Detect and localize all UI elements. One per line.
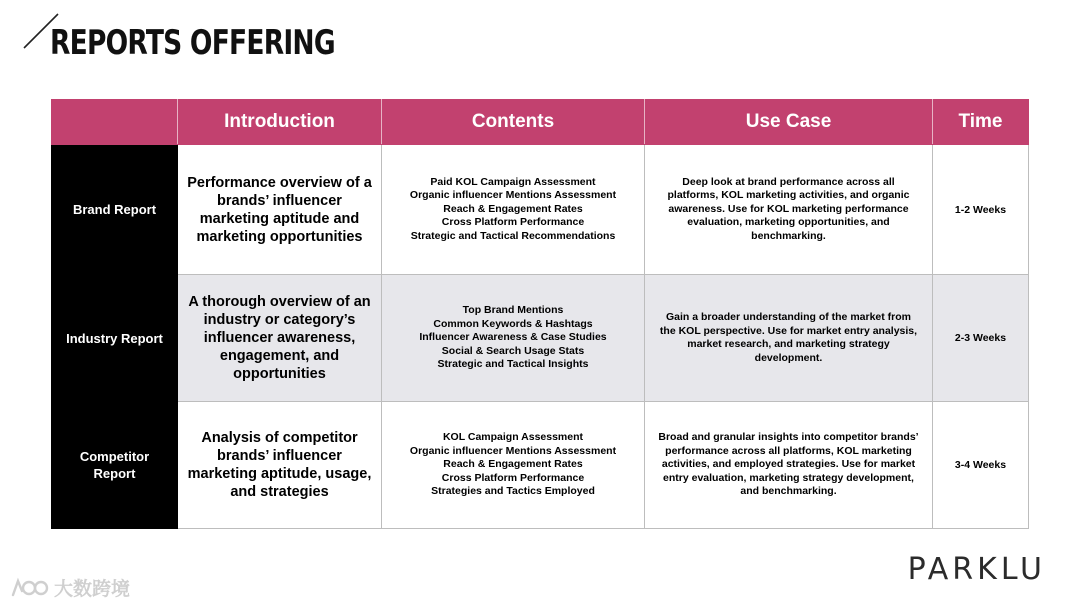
use-case-cell — [645, 402, 933, 529]
use-case-cell-line: market research, and marketing strategy — [687, 338, 890, 350]
use-case-cell-line: Deep look at brand performance across all — [682, 175, 895, 188]
contents-cell — [382, 145, 645, 275]
introduction-cell — [178, 402, 382, 529]
use-case-cell-line: evaluation, marketing opportunities, and — [687, 216, 890, 229]
table-row — [52, 275, 1029, 402]
time-cell: 2-3 Weeks — [933, 275, 1029, 402]
brand-logo: PARKLU — [907, 552, 1046, 587]
use-case-cell — [645, 145, 933, 275]
time-cell: 1-2 Weeks — [933, 145, 1029, 275]
use-case-cell-line: and benchmarking. — [740, 485, 837, 498]
watermark-logo-icon — [10, 577, 50, 599]
table-header-row — [52, 100, 1029, 145]
introduction-cell — [178, 145, 382, 275]
introduction-cell-line: marketing aptitude, usage, — [187, 466, 372, 482]
introduction-cell-line: opportunities — [233, 366, 326, 382]
use-case-cell-line: performance across all platforms, KOL marketing — [665, 444, 912, 457]
row-label-line: Brand Report — [72, 202, 157, 217]
watermark — [10, 574, 130, 601]
use-case-cell-line: benchmarking. — [751, 229, 826, 242]
row-label-line: Competitor — [79, 449, 150, 464]
contents-cell-line: Organic influencer Mentions Assessment — [409, 444, 617, 457]
introduction-cell-line: brands’ influencer — [217, 448, 342, 464]
use-case-cell-line: development. — [754, 351, 823, 364]
introduction-cell-line: marketing opportunities — [196, 228, 363, 245]
contents-cell-line: Influencer Awareness & Case Studies — [419, 331, 607, 344]
row-label-line: Report — [93, 466, 136, 481]
row-label — [52, 402, 178, 529]
use-case-cell-line: platforms, KOL marketing activities, and organic — [667, 189, 910, 202]
row-label — [52, 145, 178, 275]
use-case-cell-line: Gain a broader understanding of the market from — [665, 311, 912, 323]
contents-cell-line: Reach & Engagement Rates — [443, 202, 583, 215]
contents-cell-line: Common Keywords & Hashtags — [433, 317, 593, 330]
contents-cell-line: KOL Campaign Assessment — [442, 431, 584, 444]
table-row — [52, 402, 1029, 529]
introduction-cell-line: marketing aptitude and — [199, 210, 360, 227]
contents-cell-line: Paid KOL Campaign Assessment — [430, 175, 596, 188]
reports-table — [51, 99, 1029, 529]
header-use-case: Use Case — [645, 100, 933, 145]
contents-cell-line: Strategies and Tactics Employed — [431, 485, 595, 498]
introduction-cell-line: A thorough overview of an — [188, 294, 371, 310]
header-time: Time — [933, 100, 1029, 145]
introduction-cell — [178, 275, 382, 402]
use-case-cell-line: activities, and employed strategies. Use for market — [661, 458, 916, 471]
watermark-text: 大数跨境 — [54, 578, 131, 600]
table-row — [52, 145, 1029, 275]
contents-cell — [382, 402, 645, 529]
introduction-cell-line: brands’ influencer — [217, 192, 342, 209]
contents-cell-line: Social & Search Usage Stats — [441, 344, 585, 357]
use-case-cell-line: entry evaluation, marketing strategy development, — [663, 471, 914, 484]
row-label — [52, 275, 178, 402]
header-corner — [52, 100, 178, 145]
use-case-cell-line: the KOL perspective. Use for market entry analysis, — [659, 324, 918, 337]
use-case-cell-line: Broad and granular insights into competitor brands’ — [658, 431, 919, 444]
introduction-cell-line: Performance overview of a — [187, 174, 372, 191]
header-introduction: Introduction — [178, 100, 382, 145]
contents-cell — [382, 275, 645, 402]
contents-cell-line: Cross Platform Performance — [441, 471, 585, 484]
contents-cell-line: Cross Platform Performance — [441, 216, 585, 229]
use-case-cell-line: awareness. Use for KOL marketing performance — [668, 202, 909, 215]
contents-cell-line: Top Brand Mentions — [462, 304, 564, 317]
contents-cell-line: Organic influencer Mentions Assessment — [409, 189, 617, 202]
contents-cell-line: Strategic and Tactical Recommendations — [410, 229, 616, 242]
introduction-cell-line: industry or category’s — [203, 312, 356, 328]
contents-cell-line: Reach & Engagement Rates — [443, 458, 583, 471]
use-case-cell — [645, 275, 933, 402]
row-label-line: Industry Report — [66, 330, 163, 346]
introduction-cell-line: Analysis of competitor — [201, 430, 358, 446]
page-title: REPORTS OFFERING — [50, 23, 335, 63]
contents-cell-line: Strategic and Tactical Insights — [437, 358, 589, 371]
time-cell: 3-4 Weeks — [933, 402, 1029, 529]
header-contents: Contents — [382, 100, 645, 145]
introduction-cell-line: influencer awareness, — [203, 330, 356, 346]
introduction-cell-line: engagement, and — [219, 348, 340, 364]
introduction-cell-line: and strategies — [230, 484, 329, 500]
